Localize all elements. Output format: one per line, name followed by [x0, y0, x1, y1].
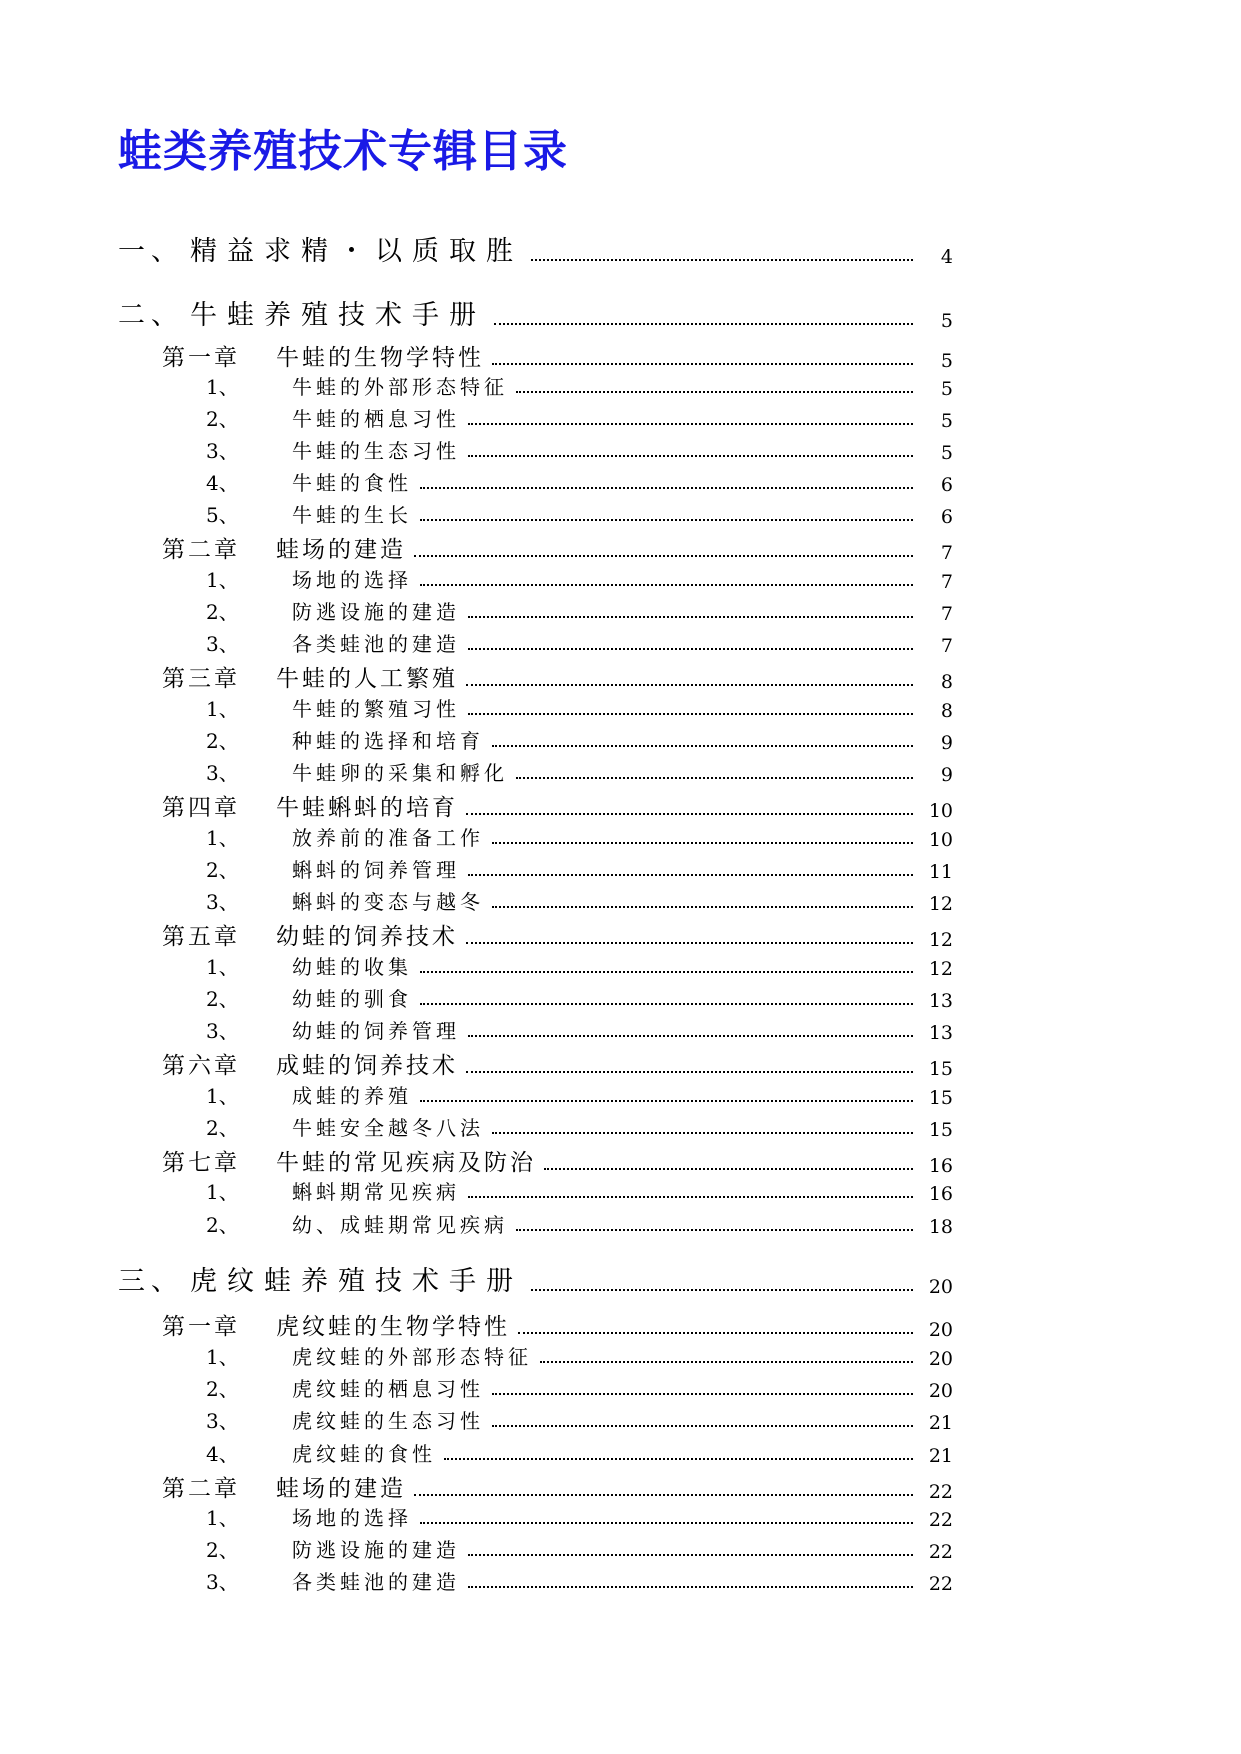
- document-title: 蛙类养殖技术专辑目录: [118, 126, 568, 177]
- toc-entry-page-number: 22: [928, 1573, 953, 1595]
- toc-entry-label: 牛蛙蝌蚪的培育: [276, 795, 458, 821]
- toc-entry-label: 幼蛙的驯食: [292, 987, 412, 1011]
- toc-entry-page-number: 5: [940, 310, 953, 332]
- toc-entry-page-number: 16: [928, 1155, 953, 1177]
- toc-entry-section[interactable]: [0, 1208, 1241, 1238]
- toc-entry-label: 牛蛙的常见疾病及防治: [276, 1150, 536, 1176]
- toc-entry-page-number: 15: [928, 1058, 953, 1080]
- toc-entry-page-number: 6: [940, 506, 953, 528]
- toc-entry-section[interactable]: [0, 1404, 1241, 1434]
- toc-entry-number: 第二章: [162, 537, 240, 563]
- dot-leader: [492, 1425, 913, 1427]
- toc-entry-section[interactable]: [0, 1340, 1241, 1370]
- dot-leader: [492, 1132, 913, 1134]
- toc-entry-chapter[interactable]: [0, 1143, 1241, 1177]
- toc-entry-page-number: 10: [928, 800, 953, 822]
- toc-entry-number: 2、: [206, 600, 239, 624]
- toc-entry-number: 2、: [206, 1538, 239, 1562]
- toc-entry-page-number: 12: [928, 929, 953, 951]
- dot-leader: [466, 684, 913, 686]
- toc-entry-label: 成蛙的养殖: [292, 1084, 412, 1108]
- toc-entry-chapter[interactable]: [0, 917, 1241, 951]
- dot-leader: [444, 1458, 913, 1460]
- toc-entry-number: 3、: [206, 632, 239, 656]
- toc-entry-section[interactable]: [0, 1372, 1241, 1402]
- toc-entry-section[interactable]: [0, 466, 1241, 496]
- toc-entry-label: 幼蛙的饲养管理: [292, 1019, 460, 1043]
- toc-entry-section[interactable]: [0, 1437, 1241, 1467]
- toc-entry-page-number: 18: [928, 1216, 953, 1238]
- toc-entry-part[interactable]: [0, 228, 1241, 268]
- dot-leader: [492, 1393, 913, 1395]
- toc-entry-number: 3、: [206, 439, 239, 463]
- dot-leader: [492, 842, 913, 844]
- toc-entry-part[interactable]: [0, 292, 1241, 332]
- dot-leader: [466, 1071, 913, 1073]
- dot-leader: [466, 942, 913, 944]
- dot-leader: [420, 1522, 913, 1524]
- toc-entry-section[interactable]: [0, 1014, 1241, 1044]
- dot-leader: [468, 1586, 913, 1588]
- dot-leader: [540, 1361, 913, 1363]
- toc-entry-section[interactable]: [0, 595, 1241, 625]
- dot-leader: [516, 777, 913, 779]
- toc-entry-label: 蛙场的建造: [276, 537, 406, 563]
- dot-leader: [468, 616, 913, 618]
- toc-entry-section[interactable]: [0, 563, 1241, 593]
- toc-entry-label: 牛蛙的生长: [292, 503, 412, 527]
- toc-entry-label: 牛蛙的栖息习性: [292, 407, 460, 431]
- toc-entry-page-number: 7: [940, 542, 953, 564]
- toc-entry-page-number: 20: [928, 1380, 953, 1402]
- toc-entry-chapter[interactable]: [0, 788, 1241, 822]
- dot-leader: [420, 584, 913, 586]
- toc-entry-number: 第一章: [162, 1314, 240, 1340]
- toc-entry-label: 场地的选择: [292, 568, 412, 592]
- dot-leader: [516, 391, 913, 393]
- toc-entry-number: 5、: [206, 503, 239, 527]
- toc-entry-page-number: 8: [940, 671, 953, 693]
- toc-entry-section[interactable]: [0, 1501, 1241, 1531]
- toc-entry-page-number: 22: [928, 1481, 953, 1503]
- toc-entry-number: 1、: [206, 955, 239, 979]
- toc-entry-label: 牛蛙的繁殖习性: [292, 697, 460, 721]
- dot-leader: [414, 555, 913, 557]
- toc-entry-chapter[interactable]: [0, 659, 1241, 693]
- toc-entry-label: 牛蛙的食性: [292, 471, 412, 495]
- toc-entry-section[interactable]: [0, 982, 1241, 1012]
- toc-entry-page-number: 7: [940, 571, 953, 593]
- toc-entry-section[interactable]: [0, 1111, 1241, 1141]
- toc-entry-number: 3、: [206, 1019, 239, 1043]
- toc-entry-number: 1、: [206, 568, 239, 592]
- toc-entry-number: 第二章: [162, 1476, 240, 1502]
- toc-entry-number: 第七章: [162, 1150, 240, 1176]
- toc-entry-number: 第六章: [162, 1053, 240, 1079]
- toc-entry-label: 种蛙的选择和培育: [292, 729, 484, 753]
- toc-entry-page-number: 7: [940, 603, 953, 625]
- dot-leader: [531, 259, 913, 261]
- dot-leader: [420, 1003, 913, 1005]
- toc-entry-label: 成蛙的饲养技术: [276, 1053, 458, 1079]
- toc-entry-label: 牛蛙安全越冬八法: [292, 1116, 484, 1140]
- toc-entry-section[interactable]: [0, 1565, 1241, 1595]
- dot-leader: [492, 906, 913, 908]
- toc-entry-chapter[interactable]: [0, 1307, 1241, 1341]
- toc-entry-number: 第四章: [162, 795, 240, 821]
- toc-entry-number: 1、: [206, 375, 239, 399]
- toc-entry-label: 防逃设施的建造: [292, 600, 460, 624]
- toc-entry-label: 牛蛙卵的采集和孵化: [292, 761, 508, 785]
- toc-entry-label: 精益求精・以质取胜: [190, 236, 523, 267]
- toc-entry-number: 1、: [206, 826, 239, 850]
- toc-entry-page-number: 22: [928, 1509, 953, 1531]
- dot-leader: [492, 745, 913, 747]
- toc-entry-label: 牛蛙的外部形态特征: [292, 375, 508, 399]
- dot-leader: [544, 1168, 913, 1170]
- toc-entry-label: 幼、成蛙期常见疾病: [292, 1213, 508, 1237]
- dot-leader: [420, 519, 913, 521]
- toc-entry-page-number: 12: [928, 958, 953, 980]
- toc-entry-label: 虎纹蛙的栖息习性: [292, 1377, 484, 1401]
- toc-entry-section[interactable]: [0, 1175, 1241, 1205]
- toc-entry-number: 2、: [206, 1116, 239, 1140]
- dot-leader: [466, 813, 913, 815]
- toc-entry-number: 1、: [206, 1506, 239, 1530]
- toc-entry-section[interactable]: [0, 853, 1241, 883]
- toc-entry-number: 第一章: [162, 345, 240, 371]
- toc-entry-number: 1、: [206, 1180, 239, 1204]
- toc-entry-number: 二、: [118, 300, 184, 331]
- toc-entry-page-number: 21: [928, 1445, 953, 1467]
- toc-entry-number: 1、: [206, 1345, 239, 1369]
- toc-entry-label: 牛蛙的人工繁殖: [276, 666, 458, 692]
- toc-entry-section[interactable]: [0, 370, 1241, 400]
- dot-leader: [468, 874, 913, 876]
- toc-entry-label: 蛙场的建造: [276, 1476, 406, 1502]
- toc-entry-page-number: 5: [940, 442, 953, 464]
- dot-leader: [492, 363, 913, 365]
- dot-leader: [531, 1289, 913, 1291]
- toc-entry-label: 蝌蚪的变态与越冬: [292, 890, 484, 914]
- toc-entry-section[interactable]: [0, 756, 1241, 786]
- dot-leader: [414, 1494, 913, 1496]
- toc-entry-page-number: 8: [940, 700, 953, 722]
- toc-entry-number: 2、: [206, 1377, 239, 1401]
- toc-entry-section[interactable]: [0, 402, 1241, 432]
- toc-entry-section[interactable]: [0, 1533, 1241, 1563]
- toc-entry-label: 虎纹蛙的食性: [292, 1442, 436, 1466]
- toc-entry-label: 牛蛙的生物学特性: [276, 345, 484, 371]
- dot-leader: [420, 487, 913, 489]
- toc-entry-label: 牛蛙养殖技术手册: [190, 300, 486, 331]
- toc-entry-label: 蝌蚪的饲养管理: [292, 858, 460, 882]
- toc-entry-section[interactable]: [0, 885, 1241, 915]
- toc-entry-page-number: 16: [928, 1183, 953, 1205]
- toc-entry-number: 三、: [118, 1266, 184, 1297]
- toc-entry-label: 各类蛙池的建造: [292, 1570, 460, 1594]
- dot-leader: [494, 323, 913, 325]
- toc-entry-page-number: 22: [928, 1541, 953, 1563]
- toc-entry-section[interactable]: [0, 821, 1241, 851]
- toc-entry-number: 4、: [206, 471, 239, 495]
- toc-entry-page-number: 11: [928, 861, 953, 883]
- dot-leader: [468, 713, 913, 715]
- toc-entry-label: 虎纹蛙的生物学特性: [276, 1314, 510, 1340]
- toc-entry-page-number: 20: [928, 1319, 953, 1341]
- toc-entry-page-number: 12: [928, 893, 953, 915]
- dot-leader: [516, 1229, 913, 1231]
- toc-entry-chapter[interactable]: [0, 338, 1241, 372]
- dot-leader: [468, 1554, 913, 1556]
- toc-entry-page-number: 20: [928, 1276, 953, 1298]
- toc-entry-number: 3、: [206, 890, 239, 914]
- toc-entry-number: 2、: [206, 729, 239, 753]
- toc-entry-number: 2、: [206, 858, 239, 882]
- toc-entry-label: 牛蛙的生态习性: [292, 439, 460, 463]
- toc-entry-part[interactable]: [0, 1258, 1241, 1298]
- toc-entry-page-number: 7: [940, 635, 953, 657]
- toc-entry-number: 2、: [206, 407, 239, 431]
- dot-leader: [468, 648, 913, 650]
- toc-entry-page-number: 10: [928, 829, 953, 851]
- toc-entry-section[interactable]: [0, 434, 1241, 464]
- dot-leader: [518, 1332, 913, 1334]
- toc-entry-number: 1、: [206, 697, 239, 721]
- toc-entry-label: 各类蛙池的建造: [292, 632, 460, 656]
- toc-entry-page-number: 20: [928, 1348, 953, 1370]
- toc-entry-label: 幼蛙的收集: [292, 955, 412, 979]
- toc-entry-section[interactable]: [0, 498, 1241, 528]
- toc-entry-number: 1、: [206, 1084, 239, 1108]
- toc-entry-page-number: 9: [940, 764, 953, 786]
- toc-entry-section[interactable]: [0, 1079, 1241, 1109]
- toc-entry-label: 防逃设施的建造: [292, 1538, 460, 1562]
- toc-entry-number: 3、: [206, 761, 239, 785]
- toc-entry-chapter[interactable]: [0, 530, 1241, 564]
- toc-entry-label: 放养前的准备工作: [292, 826, 484, 850]
- toc-entry-chapter[interactable]: [0, 1469, 1241, 1503]
- dot-leader: [468, 455, 913, 457]
- dot-leader: [468, 423, 913, 425]
- toc-entry-section[interactable]: [0, 724, 1241, 754]
- toc-entry-number: 4、: [206, 1442, 239, 1466]
- toc-entry-page-number: 15: [928, 1087, 953, 1109]
- dot-leader: [468, 1035, 913, 1037]
- toc-entry-number: 3、: [206, 1409, 239, 1433]
- toc-entry-label: 虎纹蛙养殖技术手册: [190, 1266, 523, 1297]
- toc-entry-page-number: 21: [928, 1412, 953, 1434]
- toc-entry-label: 蝌蚪期常见疾病: [292, 1180, 460, 1204]
- toc-entry-label: 场地的选择: [292, 1506, 412, 1530]
- toc-entry-label: 虎纹蛙的外部形态特征: [292, 1345, 532, 1369]
- toc-entry-page-number: 13: [928, 990, 953, 1012]
- dot-leader: [420, 971, 913, 973]
- toc-entry-number: 第五章: [162, 924, 240, 950]
- toc-entry-section[interactable]: [0, 950, 1241, 980]
- toc-entry-chapter[interactable]: [0, 1046, 1241, 1080]
- toc-entry-page-number: 5: [940, 350, 953, 372]
- toc-entry-page-number: 5: [940, 378, 953, 400]
- toc-entry-page-number: 15: [928, 1119, 953, 1141]
- toc-entry-number: 2、: [206, 1213, 239, 1237]
- toc-entry-page-number: 13: [928, 1022, 953, 1044]
- toc-entry-section[interactable]: [0, 692, 1241, 722]
- toc-entry-page-number: 4: [940, 246, 953, 268]
- toc-entry-label: 虎纹蛙的生态习性: [292, 1409, 484, 1433]
- toc-entry-page-number: 5: [940, 410, 953, 432]
- toc-entry-section[interactable]: [0, 627, 1241, 657]
- toc-entry-page-number: 9: [940, 732, 953, 754]
- dot-leader: [420, 1100, 913, 1102]
- toc-entry-number: 2、: [206, 987, 239, 1011]
- toc-entry-page-number: 6: [940, 474, 953, 496]
- toc-entry-number: 一、: [118, 236, 184, 267]
- toc-entry-number: 第三章: [162, 666, 240, 692]
- dot-leader: [468, 1196, 913, 1198]
- toc-entry-number: 3、: [206, 1570, 239, 1594]
- toc-entry-label: 幼蛙的饲养技术: [276, 924, 458, 950]
